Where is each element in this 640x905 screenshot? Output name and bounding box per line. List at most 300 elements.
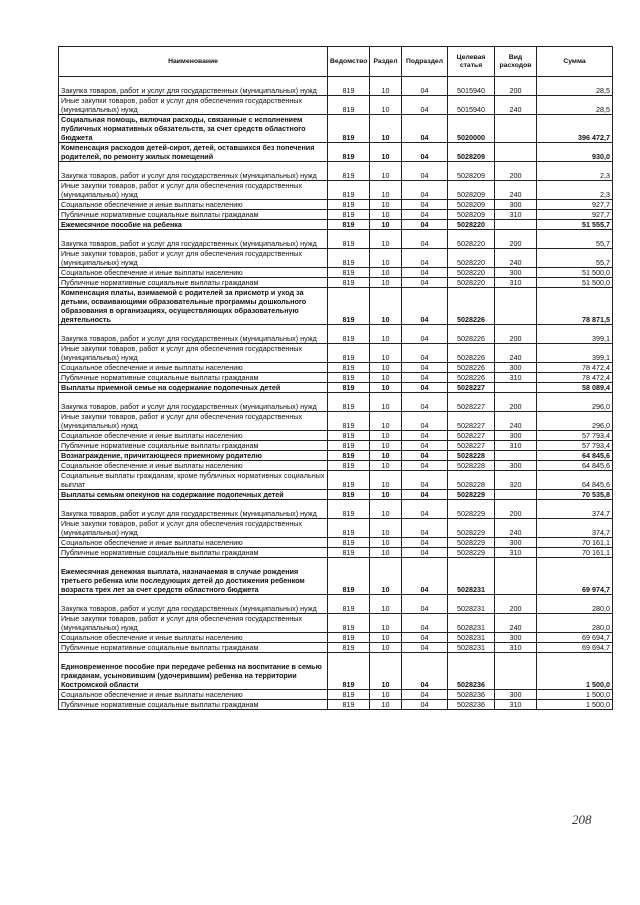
row-sum: 1 500,0: [537, 700, 613, 710]
row-section: 10: [370, 548, 402, 558]
row-sum: 51 500,0: [537, 268, 613, 278]
row-target-article: 5028220: [448, 278, 495, 288]
row-sum: 69 694,7: [537, 643, 613, 653]
row-sum: 296,0: [537, 393, 613, 412]
page-number: 208: [572, 812, 592, 827]
row-name: Закупка товаров, работ и услуг для государственных (муниципальных) нужд: [59, 500, 328, 519]
row-subsection: 04: [402, 344, 448, 363]
row-expense-type: [495, 115, 537, 143]
row-sum: 374,7: [537, 500, 613, 519]
row-section: 10: [370, 519, 402, 538]
row-department: 819: [328, 614, 370, 633]
table-row: [59, 461, 613, 471]
row-target-article: 5028209: [448, 200, 495, 210]
row-expense-type: 200: [495, 500, 537, 519]
row-expense-type: 240: [495, 181, 537, 200]
row-subsection: 04: [402, 181, 448, 200]
row-department: 819: [328, 538, 370, 548]
row-expense-type: [495, 288, 537, 325]
row-expense-type: 300: [495, 538, 537, 548]
row-section: 10: [370, 643, 402, 653]
row-expense-type: [495, 143, 537, 162]
header-subsection: Подраздел: [402, 47, 448, 77]
row-department: 819: [328, 373, 370, 383]
row-name: Публичные нормативные социальные выплаты гражданам: [59, 278, 328, 288]
row-expense-type: 200: [495, 393, 537, 412]
table-row: [59, 643, 613, 653]
budget-table: [58, 46, 613, 710]
row-subsection: 04: [402, 96, 448, 115]
row-section: 10: [370, 500, 402, 519]
table-row: [59, 344, 613, 363]
row-expense-type: 240: [495, 344, 537, 363]
row-subsection: 04: [402, 558, 448, 595]
row-target-article: 5028231: [448, 633, 495, 643]
row-target-article: 5028209: [448, 181, 495, 200]
row-target-article: 5028227: [448, 412, 495, 431]
row-target-article: 5028231: [448, 595, 495, 614]
row-department: 819: [328, 393, 370, 412]
row-target-article: 5028226: [448, 363, 495, 373]
row-sum: 28,5: [537, 96, 613, 115]
row-sum: 55,7: [537, 249, 613, 268]
row-section: 10: [370, 230, 402, 249]
row-target-article: 5028226: [448, 288, 495, 325]
row-name: Публичные нормативные социальные выплаты гражданам: [59, 700, 328, 710]
row-expense-type: 200: [495, 595, 537, 614]
row-expense-type: 310: [495, 373, 537, 383]
table-row: [59, 373, 613, 383]
header-name: Наименование: [59, 47, 328, 77]
row-expense-type: [495, 558, 537, 595]
row-target-article: 5028209: [448, 162, 495, 181]
row-sum: 55,7: [537, 230, 613, 249]
row-section: 10: [370, 383, 402, 393]
row-expense-type: 310: [495, 548, 537, 558]
row-target-article: 5028209: [448, 210, 495, 220]
row-subsection: 04: [402, 471, 448, 490]
row-subsection: 04: [402, 373, 448, 383]
row-department: 819: [328, 288, 370, 325]
row-name: Публичные нормативные социальные выплаты гражданам: [59, 373, 328, 383]
row-sum: 69 694,7: [537, 633, 613, 643]
row-expense-type: 200: [495, 230, 537, 249]
row-department: 819: [328, 249, 370, 268]
row-name: Иные закупки товаров, работ и услуг для обеспечения государственных (муниципальных) нужд: [59, 344, 328, 363]
row-name: Социальное обеспечение и иные выплаты населению: [59, 461, 328, 471]
table-row: [59, 230, 613, 249]
table-row: [59, 558, 613, 595]
row-expense-type: [495, 451, 537, 461]
row-department: 819: [328, 383, 370, 393]
table-row: [59, 490, 613, 500]
row-department: 819: [328, 431, 370, 441]
row-department: 819: [328, 441, 370, 451]
row-sum: 399,1: [537, 325, 613, 344]
row-sum: 2,3: [537, 162, 613, 181]
row-sum: 399,1: [537, 344, 613, 363]
row-target-article: 5028220: [448, 220, 495, 230]
row-expense-type: [495, 383, 537, 393]
row-sum: 396 472,7: [537, 115, 613, 143]
table-body: [59, 77, 613, 710]
row-section: 10: [370, 162, 402, 181]
row-subsection: 04: [402, 643, 448, 653]
row-target-article: 5028226: [448, 325, 495, 344]
row-subsection: 04: [402, 363, 448, 373]
row-section: 10: [370, 451, 402, 461]
row-department: 819: [328, 325, 370, 344]
table-row: [59, 268, 613, 278]
row-target-article: 5028231: [448, 643, 495, 653]
row-sum: 70 535,8: [537, 490, 613, 500]
row-section: 10: [370, 690, 402, 700]
row-department: 819: [328, 500, 370, 519]
row-subsection: 04: [402, 393, 448, 412]
row-section: 10: [370, 325, 402, 344]
row-department: 819: [328, 653, 370, 690]
row-section: 10: [370, 412, 402, 431]
row-sum: 280,0: [537, 595, 613, 614]
row-target-article: 5028228: [448, 461, 495, 471]
row-subsection: 04: [402, 548, 448, 558]
row-department: 819: [328, 595, 370, 614]
row-expense-type: 200: [495, 77, 537, 96]
table-row: [59, 451, 613, 461]
row-name: Выплаты семьям опекунов на содержание подопечных детей: [59, 490, 328, 500]
row-subsection: 04: [402, 690, 448, 700]
row-section: 10: [370, 278, 402, 288]
row-name: Социальное обеспечение и иные выплаты населению: [59, 431, 328, 441]
row-subsection: 04: [402, 700, 448, 710]
table-header-row: [59, 47, 613, 77]
table-row: [59, 471, 613, 490]
row-sum: 78 472,4: [537, 373, 613, 383]
row-sum: 296,0: [537, 412, 613, 431]
row-department: 819: [328, 461, 370, 471]
row-sum: 70 161,1: [537, 538, 613, 548]
row-subsection: 04: [402, 633, 448, 643]
row-name: Компенсация расходов детей-сирот, детей, оставшихся без попечения родителей, по ремонту жилых помещений: [59, 143, 328, 162]
row-subsection: 04: [402, 200, 448, 210]
table-row: [59, 181, 613, 200]
row-target-article: 5028228: [448, 451, 495, 461]
row-subsection: 04: [402, 115, 448, 143]
row-name: Единовременное пособие при передаче ребенка на воспитание в семью гражданам, усыновившим (удочерившим) ребенка на территории Костромской области: [59, 653, 328, 690]
header-department: Ведомство: [328, 47, 370, 77]
row-name: Публичные нормативные социальные выплаты гражданам: [59, 441, 328, 451]
row-sum: 280,0: [537, 614, 613, 633]
row-subsection: 04: [402, 490, 448, 500]
row-sum: 28,5: [537, 77, 613, 96]
row-name: Ежемесячное пособие на ребенка: [59, 220, 328, 230]
row-department: 819: [328, 230, 370, 249]
row-subsection: 04: [402, 412, 448, 431]
row-sum: 78 871,5: [537, 288, 613, 325]
row-name: Закупка товаров, работ и услуг для государственных (муниципальных) нужд: [59, 230, 328, 249]
row-subsection: 04: [402, 653, 448, 690]
row-name: Иные закупки товаров, работ и услуг для обеспечения государственных (муниципальных) нужд: [59, 614, 328, 633]
row-expense-type: [495, 490, 537, 500]
row-target-article: 5020000: [448, 115, 495, 143]
table-row: [59, 595, 613, 614]
row-expense-type: 310: [495, 278, 537, 288]
row-name: Иные закупки товаров, работ и услуг для обеспечения государственных (муниципальных) нужд: [59, 249, 328, 268]
row-sum: 57 793,4: [537, 441, 613, 451]
row-subsection: 04: [402, 210, 448, 220]
row-expense-type: 300: [495, 690, 537, 700]
row-department: 819: [328, 77, 370, 96]
row-expense-type: 300: [495, 633, 537, 643]
row-section: 10: [370, 143, 402, 162]
row-section: 10: [370, 288, 402, 325]
row-target-article: 5028220: [448, 268, 495, 278]
row-section: 10: [370, 614, 402, 633]
row-name: Закупка товаров, работ и услуг для государственных (муниципальных) нужд: [59, 162, 328, 181]
row-name: Публичные нормативные социальные выплаты гражданам: [59, 643, 328, 653]
row-department: 819: [328, 344, 370, 363]
row-section: 10: [370, 268, 402, 278]
header-target-article: Целевая статья: [448, 47, 495, 77]
row-target-article: 5028227: [448, 383, 495, 393]
row-name: Вознаграждение, причитающееся приемному родителю: [59, 451, 328, 461]
table-row: [59, 363, 613, 373]
row-name: Социальные выплаты гражданам, кроме публичных нормативных социальных выплат: [59, 471, 328, 490]
row-target-article: 5028209: [448, 143, 495, 162]
row-subsection: 04: [402, 268, 448, 278]
row-target-article: 5028236: [448, 700, 495, 710]
table-row: [59, 441, 613, 451]
table-row: [59, 162, 613, 181]
row-name: Закупка товаров, работ и услуг для государственных (муниципальных) нужд: [59, 595, 328, 614]
table-row: [59, 200, 613, 210]
row-section: 10: [370, 653, 402, 690]
row-sum: 58 089,4: [537, 383, 613, 393]
row-section: 10: [370, 471, 402, 490]
table-row: [59, 519, 613, 538]
row-target-article: 5028236: [448, 690, 495, 700]
row-sum: 64 845,6: [537, 461, 613, 471]
row-name: Иные закупки товаров, работ и услуг для обеспечения государственных (муниципальных) нужд: [59, 519, 328, 538]
row-subsection: 04: [402, 431, 448, 441]
row-name: Социальное обеспечение и иные выплаты населению: [59, 538, 328, 548]
row-expense-type: 300: [495, 461, 537, 471]
row-sum: 51 555,7: [537, 220, 613, 230]
row-name: Иные закупки товаров, работ и услуг для обеспечения государственных (муниципальных) нужд: [59, 96, 328, 115]
row-expense-type: 240: [495, 412, 537, 431]
row-target-article: 5028227: [448, 441, 495, 451]
row-target-article: 5028226: [448, 373, 495, 383]
row-expense-type: 240: [495, 96, 537, 115]
table-row: [59, 210, 613, 220]
row-department: 819: [328, 471, 370, 490]
row-subsection: 04: [402, 383, 448, 393]
table-row: [59, 614, 613, 633]
row-subsection: 04: [402, 288, 448, 325]
table-row: [59, 393, 613, 412]
row-name: Публичные нормативные социальные выплаты гражданам: [59, 210, 328, 220]
row-section: 10: [370, 181, 402, 200]
table-row: [59, 538, 613, 548]
row-subsection: 04: [402, 77, 448, 96]
row-expense-type: 310: [495, 700, 537, 710]
row-expense-type: 240: [495, 614, 537, 633]
header-sum: Сумма: [537, 47, 613, 77]
row-department: 819: [328, 96, 370, 115]
row-subsection: 04: [402, 538, 448, 548]
row-name: Иные закупки товаров, работ и услуг для обеспечения государственных (муниципальных) нужд: [59, 412, 328, 431]
row-name: Закупка товаров, работ и услуг для государственных (муниципальных) нужд: [59, 393, 328, 412]
row-section: 10: [370, 200, 402, 210]
row-target-article: 5028226: [448, 344, 495, 363]
table-row: [59, 653, 613, 690]
row-sum: 927,7: [537, 210, 613, 220]
row-department: 819: [328, 220, 370, 230]
row-target-article: 5028228: [448, 471, 495, 490]
row-target-article: 5028220: [448, 249, 495, 268]
row-expense-type: 200: [495, 325, 537, 344]
row-name: Закупка товаров, работ и услуг для государственных (муниципальных) нужд: [59, 325, 328, 344]
table-row: [59, 249, 613, 268]
row-subsection: 04: [402, 500, 448, 519]
table-row: [59, 633, 613, 643]
header-section: Раздел: [370, 47, 402, 77]
row-subsection: 04: [402, 220, 448, 230]
budget-table-page: [58, 46, 612, 710]
row-target-article: 5028229: [448, 519, 495, 538]
row-section: 10: [370, 490, 402, 500]
row-target-article: 5028231: [448, 614, 495, 633]
row-sum: 1 500,0: [537, 653, 613, 690]
row-section: 10: [370, 431, 402, 441]
row-department: 819: [328, 643, 370, 653]
row-expense-type: 310: [495, 210, 537, 220]
row-expense-type: 300: [495, 363, 537, 373]
table-row: [59, 278, 613, 288]
row-name: Социальное обеспечение и иные выплаты населению: [59, 690, 328, 700]
row-name: Выплаты приемной семье на содержание подопечных детей: [59, 383, 328, 393]
row-section: 10: [370, 220, 402, 230]
row-subsection: 04: [402, 278, 448, 288]
table-row: [59, 383, 613, 393]
row-target-article: 5028227: [448, 393, 495, 412]
row-sum: 374,7: [537, 519, 613, 538]
row-sum: 1 500,0: [537, 690, 613, 700]
row-subsection: 04: [402, 595, 448, 614]
row-target-article: 5028229: [448, 548, 495, 558]
row-sum: 57 793,4: [537, 431, 613, 441]
row-target-article: 5028231: [448, 558, 495, 595]
table-row: [59, 288, 613, 325]
row-section: 10: [370, 700, 402, 710]
row-department: 819: [328, 162, 370, 181]
row-expense-type: [495, 220, 537, 230]
table-row: [59, 143, 613, 162]
row-department: 819: [328, 115, 370, 143]
row-department: 819: [328, 558, 370, 595]
row-subsection: 04: [402, 451, 448, 461]
row-department: 819: [328, 200, 370, 210]
row-sum: 930,0: [537, 143, 613, 162]
header-expense-type: Вид расходов: [495, 47, 537, 77]
row-target-article: 5028229: [448, 500, 495, 519]
row-target-article: 5028227: [448, 431, 495, 441]
table-row: [59, 220, 613, 230]
row-department: 819: [328, 268, 370, 278]
row-section: 10: [370, 249, 402, 268]
row-expense-type: 300: [495, 268, 537, 278]
row-section: 10: [370, 441, 402, 451]
row-section: 10: [370, 115, 402, 143]
row-subsection: 04: [402, 162, 448, 181]
row-name: Публичные нормативные социальные выплаты гражданам: [59, 548, 328, 558]
row-subsection: 04: [402, 614, 448, 633]
row-section: 10: [370, 210, 402, 220]
table-row: [59, 700, 613, 710]
row-section: 10: [370, 96, 402, 115]
row-target-article: 5015940: [448, 96, 495, 115]
row-target-article: 5028220: [448, 230, 495, 249]
row-section: 10: [370, 393, 402, 412]
row-department: 819: [328, 278, 370, 288]
row-department: 819: [328, 548, 370, 558]
table-row: [59, 77, 613, 96]
row-department: 819: [328, 519, 370, 538]
row-section: 10: [370, 633, 402, 643]
row-name: Иные закупки товаров, работ и услуг для обеспечения государственных (муниципальных) нужд: [59, 181, 328, 200]
row-target-article: 5015940: [448, 77, 495, 96]
row-expense-type: 310: [495, 441, 537, 451]
row-name: Социальное обеспечение и иные выплаты населению: [59, 268, 328, 278]
row-subsection: 04: [402, 325, 448, 344]
table-row: [59, 412, 613, 431]
row-department: 819: [328, 412, 370, 431]
row-section: 10: [370, 344, 402, 363]
row-sum: 69 974,7: [537, 558, 613, 595]
row-sum: 78 472,4: [537, 363, 613, 373]
row-sum: 70 161,1: [537, 548, 613, 558]
table-row: [59, 115, 613, 143]
row-subsection: 04: [402, 519, 448, 538]
row-name: Социальное обеспечение и иные выплаты населению: [59, 200, 328, 210]
table-row: [59, 96, 613, 115]
row-department: 819: [328, 490, 370, 500]
row-name: Закупка товаров, работ и услуг для государственных (муниципальных) нужд: [59, 77, 328, 96]
table-row: [59, 325, 613, 344]
row-department: 819: [328, 633, 370, 643]
row-department: 819: [328, 181, 370, 200]
row-sum: 64 845,6: [537, 471, 613, 490]
row-sum: 51 500,0: [537, 278, 613, 288]
row-sum: 927,7: [537, 200, 613, 210]
row-department: 819: [328, 700, 370, 710]
row-subsection: 04: [402, 461, 448, 471]
row-section: 10: [370, 538, 402, 548]
row-department: 819: [328, 451, 370, 461]
row-name: Компенсация платы, взимаемой с родителей за присмотр и уход за детьми, осваивающими образовательные программы дошкольного образования в организациях, осуществляющих образовательную деятельность: [59, 288, 328, 325]
row-sum: 64 845,6: [537, 451, 613, 461]
row-expense-type: 240: [495, 249, 537, 268]
table-row: [59, 500, 613, 519]
row-department: 819: [328, 363, 370, 373]
row-section: 10: [370, 77, 402, 96]
table-row: [59, 431, 613, 441]
row-name: Ежемесячная денежная выплата, назначаемая в случае рождения третьего ребенка или последующих детей до достижения ребенком возраста трех лет за счет средств областного бюджета: [59, 558, 328, 595]
row-target-article: 5028229: [448, 490, 495, 500]
row-name: Социальное обеспечение и иные выплаты населению: [59, 633, 328, 643]
table-row: [59, 690, 613, 700]
row-expense-type: [495, 653, 537, 690]
